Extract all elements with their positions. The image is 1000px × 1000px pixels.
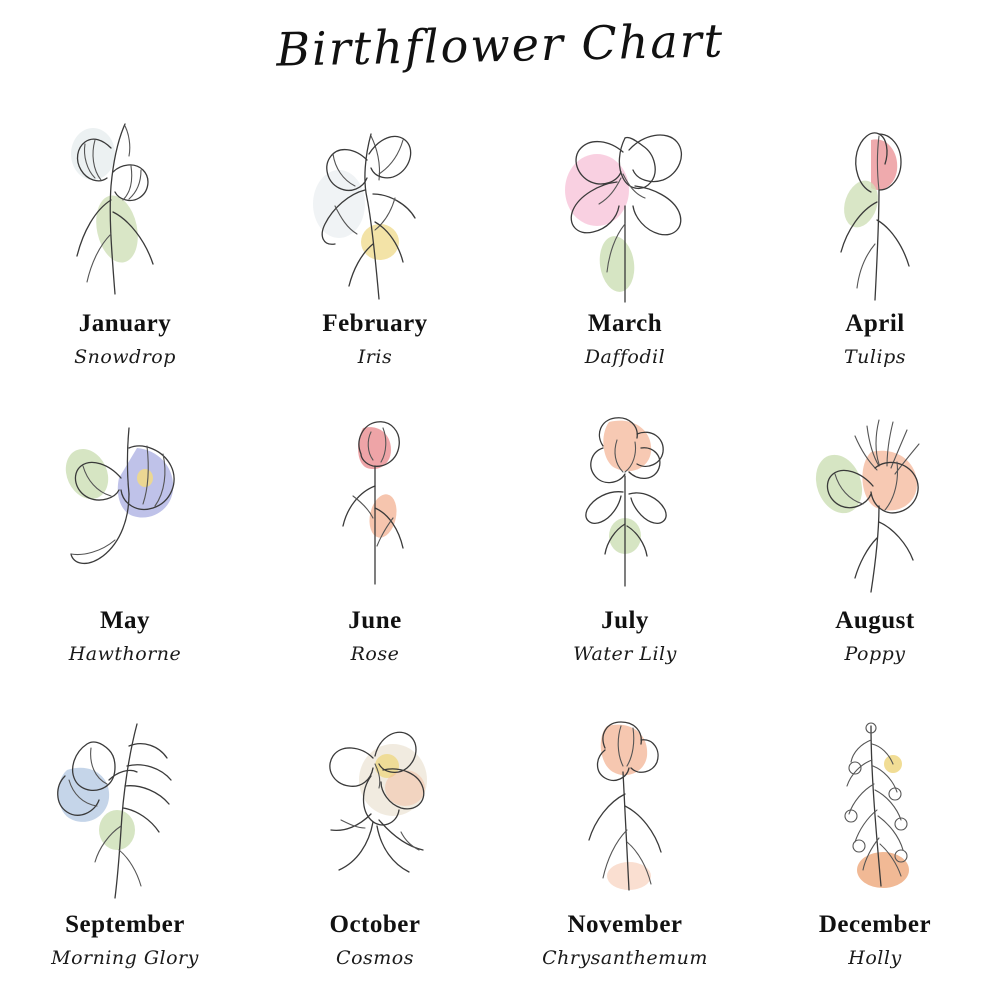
month-name: July (601, 607, 649, 634)
flower-name: Rose (350, 643, 400, 665)
month-name: December (818, 911, 932, 938)
water-lily-illustration (525, 406, 725, 606)
month-grid (0, 88, 1000, 988)
daffodil-illustration (525, 94, 725, 309)
month-card-january (0, 88, 250, 388)
month-card-july (500, 388, 750, 688)
month-name: August (835, 607, 915, 634)
snowdrop-illustration (25, 94, 225, 309)
flower-name: Snowdrop (74, 346, 176, 368)
flower-name: Tulips (844, 346, 906, 368)
month-card-october (250, 688, 500, 988)
flower-name: Morning Glory (51, 947, 199, 969)
page-title: Birthflower Chart (275, 13, 725, 77)
flower-name: Holly (848, 947, 902, 969)
cosmos-illustration (275, 710, 475, 910)
poppy-illustration (775, 406, 975, 606)
month-name: November (567, 911, 683, 938)
morning-glory-illustration (25, 710, 225, 910)
month-card-march (500, 88, 750, 388)
month-card-december (750, 688, 1000, 988)
month-card-august (750, 388, 1000, 688)
tulip-illustration (775, 94, 975, 309)
month-card-april (750, 88, 1000, 388)
holly-illustration (775, 710, 975, 910)
month-name: June (348, 607, 402, 634)
month-name: January (78, 310, 172, 337)
month-name: April (845, 310, 905, 337)
flower-name: Chrysanthemum (542, 947, 708, 969)
month-name: February (322, 310, 428, 337)
flower-name: Hawthorne (68, 643, 182, 665)
month-name: May (99, 607, 151, 634)
flower-name: Daffodil (584, 346, 666, 368)
iris-illustration (275, 94, 475, 309)
flower-name: Poppy (844, 643, 906, 665)
month-name: October (329, 911, 421, 938)
flower-name: Iris (357, 346, 393, 368)
month-name: March (587, 310, 663, 337)
flower-name: Cosmos (336, 947, 414, 969)
month-card-november (500, 688, 750, 988)
month-card-september (0, 688, 250, 988)
month-card-may (0, 388, 250, 688)
rose-illustration (275, 406, 475, 606)
month-card-february (250, 88, 500, 388)
month-card-june (250, 388, 500, 688)
month-name: September (65, 911, 185, 938)
chrysanthemum-illustration (525, 710, 725, 910)
hawthorne-illustration (25, 406, 225, 606)
flower-name: Water Lily (573, 643, 677, 665)
